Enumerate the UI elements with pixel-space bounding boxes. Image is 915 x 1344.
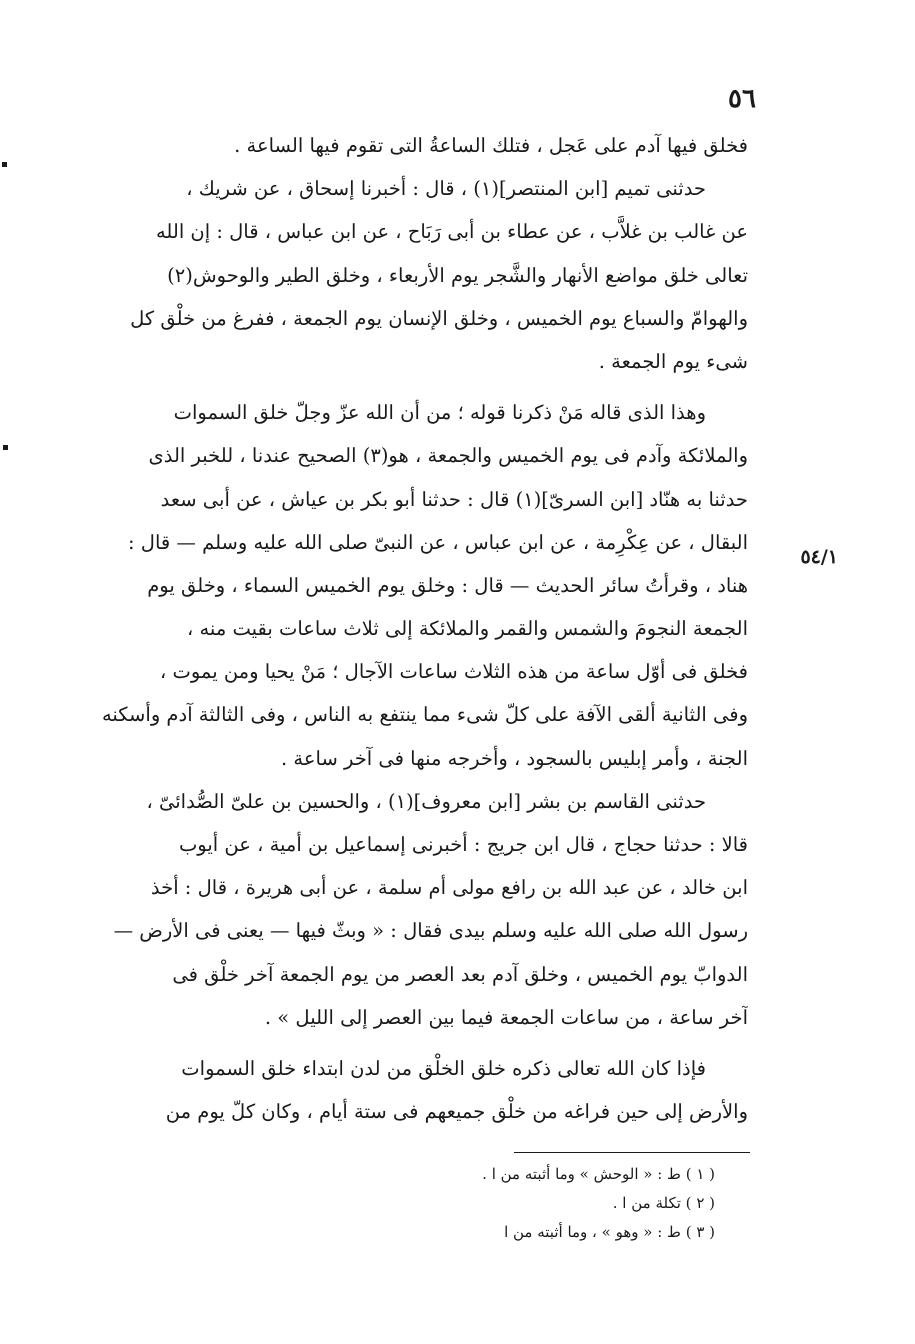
footnote: ( ١ ) ط : « الوحش » وما أثبته من ا . <box>482 1165 715 1183</box>
text-line: فإذا كان الله تعالى ذكره خلق الخلْق من لدن ابتداء خلق السموات <box>181 1056 706 1080</box>
text-line: البقال ، عن عِكْرِمة ، عن ابن عباس ، عن النبىّ صلى الله عليه وسلم — قال : <box>128 530 748 554</box>
text-line: الجمعة النجومَ والشمس والقمر والملائكة إلى ثلاث ساعات بقيت منه ، <box>186 617 748 641</box>
footnote-separator <box>514 1152 750 1153</box>
text-line: شىء يوم الجمعة . <box>598 349 748 373</box>
text-line: فخلق فى أوّل ساعة من هذه الثلاث ساعات الآجال ؛ مَنْ يحيا ومن يموت ، <box>160 660 748 684</box>
page-number: ٥٦ <box>728 84 756 114</box>
text-line: قالا : حدثنا حجاج ، قال ابن جريج : أخبرنى إسماعيل بن أمية ، عن أيوب <box>178 833 748 856</box>
text-line: الدوابّ يوم الخميس ، وخلق آدم بعد العصر من يوم الجمعة آخر خلْق فى <box>172 962 748 986</box>
text-line: ابن خالد ، عن عبد الله بن رافع مولى أم سلمة ، عن أبى هريرة ، قال : أخذ <box>150 876 748 900</box>
text-line: حدثنى تميم [ابن المنتصر](١) ، قال : أخبرنا إسحاق ، عن شريك ، <box>186 177 706 201</box>
text-line: حدثنا به هنّاد [ابن السرىّ](١) قال : حدثنا أبو بكر بن عياش ، عن أبى سعد <box>160 487 748 511</box>
text-line: رسول الله صلى الله عليه وسلم بيدى فقال : « وبثّ فيها — يعنى فى الأرض — <box>113 919 748 943</box>
text-line: الجنة ، وأمر إبليس بالسجود ، وأخرجه منها فى آخر ساعة . <box>281 746 748 770</box>
text-line: تعالى خلق مواضع الأنهار والشَّجر يوم الأربعاء ، وخلق الطير والوحوش(٢) <box>167 263 748 287</box>
text-line: فخلق فيها آدم على عَجل ، فتلك الساعةُ التى تقوم فيها الساعة . <box>234 134 748 157</box>
footnotes-block <box>300 1160 715 1247</box>
text-line: والهوامّ والسباع يوم الخميس ، وخلق الإنسان يوم الجمعة ، ففرغ من خلْق كل <box>130 306 748 330</box>
footnote: ( ٢ ) تكلة من ا . <box>612 1194 715 1212</box>
margin-reference: ٥٤/١ <box>800 546 838 568</box>
scan-mark <box>2 162 7 167</box>
text-line: حدثنى القاسم بن بشر [ابن معروف](١) ، والحسين بن علىّ الصُّدائىّ ، <box>146 789 706 813</box>
text-line: والأرض إلى حين فراغه من خلْق جميعهم فى ستة أيام ، وكان كلّ يوم من <box>165 1100 748 1124</box>
text-line: هناد ، وقرأتُ سائر الحديث — قال : وخلق يوم الخميس السماء ، وخلق يوم <box>147 573 748 597</box>
text-line: آخر ساعة ، من ساعات الجمعة فيما بين العصر إلى الليل » . <box>264 1005 748 1029</box>
main-text-block <box>96 124 748 1133</box>
text-line: وهذا الذى قاله مَنْ ذكرنا قوله ؛ من أن الله عزّ وجلّ خلق السموات <box>173 401 706 425</box>
scan-mark <box>3 445 8 450</box>
footnote: ( ٣ ) ط : « وهو » ، وما أثبته من ا <box>504 1223 715 1241</box>
text-line: وفى الثانية ألقى الآفة على كلّ شىء مما ينتفع به الناس ، وفى الثالثة آدم وأسكنه <box>101 703 748 727</box>
text-line: عن غالب بن غلاَّب ، عن عطاء بن أبى رَبَاح ، عن ابن عباس ، قال : إن الله <box>155 220 748 244</box>
text-line: والملائكة وآدم فى يوم الخميس والجمعة ، هو(٣) الصحيح عندنا ، للخبر الذى <box>148 444 748 468</box>
